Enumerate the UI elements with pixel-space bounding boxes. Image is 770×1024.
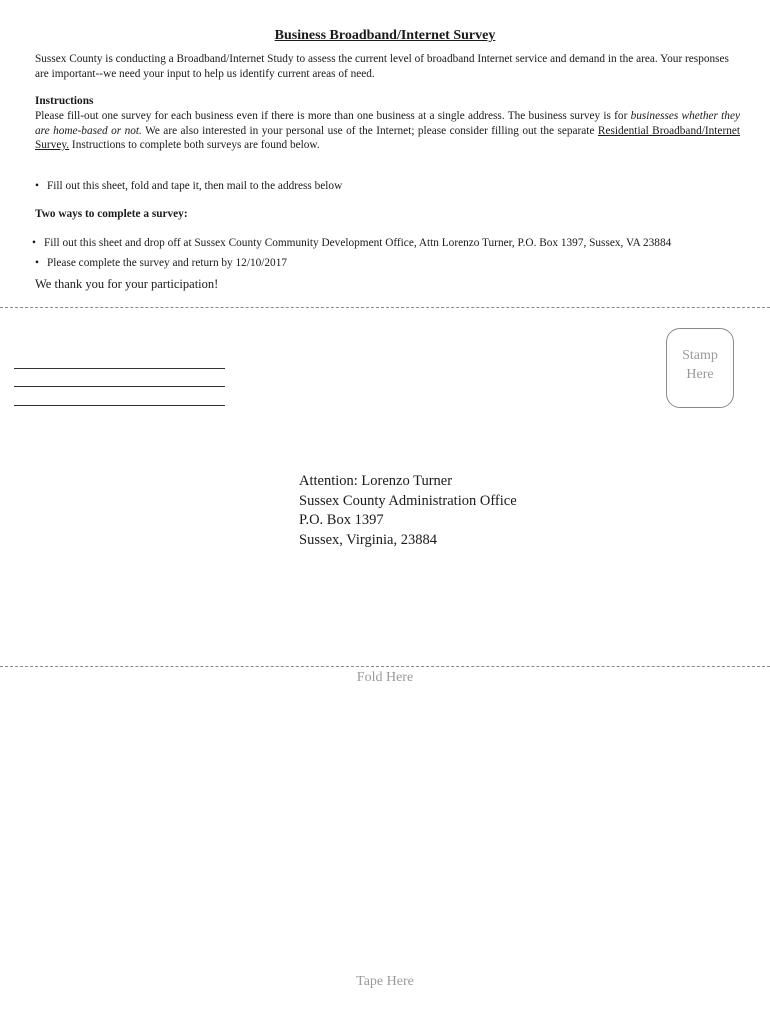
return-address-line-3[interactable] [14, 405, 225, 406]
bullet-icon: • [35, 257, 39, 269]
address-line: Sussex, Virginia, 23884 [299, 531, 437, 548]
instructions-italic-text: businesses whether they are home-based or not. [35, 110, 740, 137]
bullet-dropoff [32, 237, 671, 249]
address-line: Sussex County Administration Office [299, 492, 517, 509]
fold-here-label: Fold Here [356, 670, 414, 685]
mailing-address [299, 472, 517, 550]
intro-paragraph: Sussex County is conducting a Broadband/Internet Study to assess the current level of broadband Internet service and demand in the area. Your responses are important--we need your input to help us identify current areas of need. [35, 53, 729, 80]
thanks-text: We thank you for your participation! [35, 277, 219, 291]
bullet-mail [35, 180, 342, 192]
address-line: P.O. Box 1397 [299, 512, 384, 528]
instructions-paragraph [35, 109, 740, 153]
residential-survey-link[interactable]: Residential Broadband/Internet Survey. [35, 124, 741, 151]
stamp-box [666, 328, 734, 408]
fold-line-bottom [0, 666, 770, 667]
address-line: Attention: Lorenzo Turner [299, 473, 453, 489]
stamp-label-1: Stamp [682, 348, 718, 363]
bullet-dropoff-text: Fill out this sheet and drop off at Sussex County Community Development Office, Attn Lorenzo Turner, P.O. Box 1397, Sussex, VA 23884 [44, 237, 672, 249]
bullet-icon: • [32, 237, 36, 249]
instructions-text-2: We are also interested in your personal use of the Internet; please consider filling out the separate [141, 124, 598, 137]
bullet-deadline-text: Please complete the survey and return by 12/10/2017 [47, 257, 287, 269]
document-title: Business Broadband/Internet Survey [274, 28, 496, 43]
fold-line-top [0, 307, 770, 308]
bullet-mail-text: Fill out this sheet, fold and tape it, then mail to the address below [47, 180, 343, 192]
tape-here-label: Tape Here [356, 974, 414, 989]
bullet-deadline [35, 257, 287, 269]
return-address-line-2[interactable] [14, 386, 225, 387]
instructions-heading: Instructions [35, 95, 94, 107]
ways-heading: Two ways to complete a survey: [35, 208, 188, 220]
instructions-text-1: Please fill-out one survey for each business even if there is more than one business at a single address. The business survey is for [35, 110, 631, 122]
return-address-line-1[interactable] [14, 368, 225, 369]
bullet-icon: • [35, 180, 39, 192]
instructions-text-3: Instructions to complete both surveys are found below. [69, 139, 320, 151]
stamp-label-2: Here [686, 367, 714, 382]
